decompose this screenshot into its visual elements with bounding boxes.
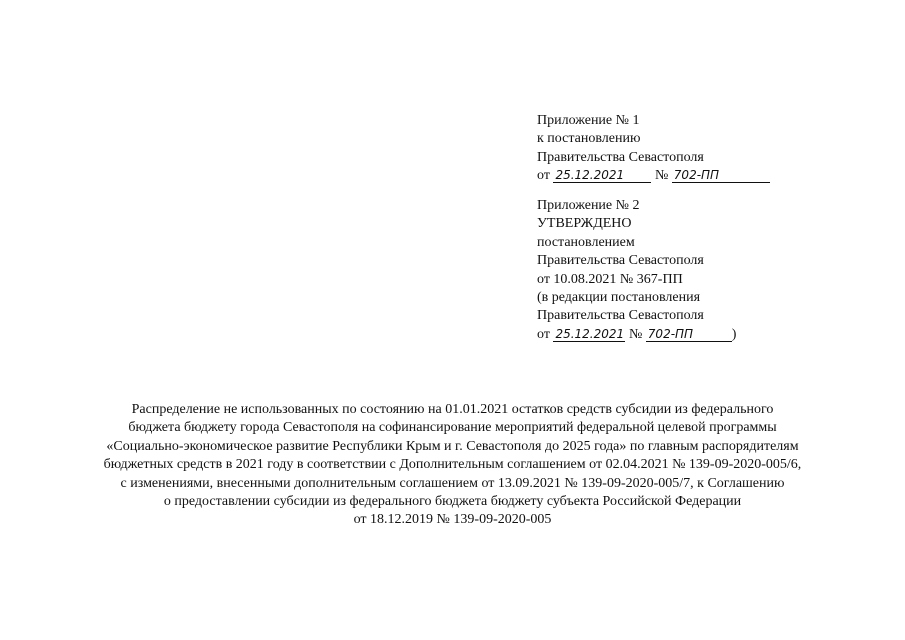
appendix-1-heading: Приложение № 1 <box>537 113 640 128</box>
appendix-1-line: Правительства Севастополя <box>537 149 704 165</box>
appendix-2-date-line <box>537 326 837 344</box>
date-fill-field: 25.12.2021 <box>555 326 625 341</box>
title-line: бюджета бюджету города Севастополя на софинансирование мероприятий федеральной целевой программы <box>128 420 777 436</box>
approved-stamp: УТВЕРЖДЕНО <box>537 216 632 232</box>
number-fill-field: 702-ПП <box>672 168 770 183</box>
date-fill-field: 25.12.2021 <box>553 168 651 183</box>
title-line: от 18.12.2019 № 139-09-2020-005 <box>353 512 552 528</box>
appendix-2-heading: Приложение № 2 <box>537 198 640 213</box>
appendix-2-line: Правительства Севастополя <box>537 308 704 324</box>
appendix-1-block <box>537 112 837 186</box>
title-line: с изменениями, внесенными дополнительным соглашением от 13.09.2021 № 139-09-2020-005/7, к Соглашению <box>120 475 785 491</box>
date-prefix: от <box>537 326 550 342</box>
appendix-2-line: Правительства Севастополя <box>537 253 704 269</box>
appendix-1-date-line <box>537 167 837 185</box>
number-prefix: № <box>628 326 643 342</box>
appendix-2-line: от 10.08.2021 № 367-ПП <box>537 271 683 287</box>
date-prefix: от <box>537 168 550 184</box>
number-prefix: № <box>654 168 669 184</box>
closing-paren: ) <box>731 326 737 342</box>
appendix-2-line: (в редакции постановления <box>537 290 701 306</box>
title-line: бюджетных средств в 2021 году в соответствии с Дополнительным соглашением от 02.04.2021 № 139-09-2020-005/6, <box>103 457 802 473</box>
title-line: о предоставлении субсидии из федерального бюджета бюджету субъекта Российской Федерации <box>163 494 742 510</box>
document-title <box>60 401 845 530</box>
appendix-2-line: постановлением <box>537 234 635 250</box>
number-fill-field: 702-ПП <box>646 327 732 342</box>
appendix-1-line: к постановлению <box>537 131 641 147</box>
title-line: Распределение не использованных по состоянию на 01.01.2021 остатков средств субсидии из федерального <box>131 402 774 417</box>
title-line: «Социально-экономическое развитие Республики Крым и г. Севастополя до 2025 года» по главным распорядителям <box>106 438 799 454</box>
appendix-2-block <box>537 197 837 344</box>
